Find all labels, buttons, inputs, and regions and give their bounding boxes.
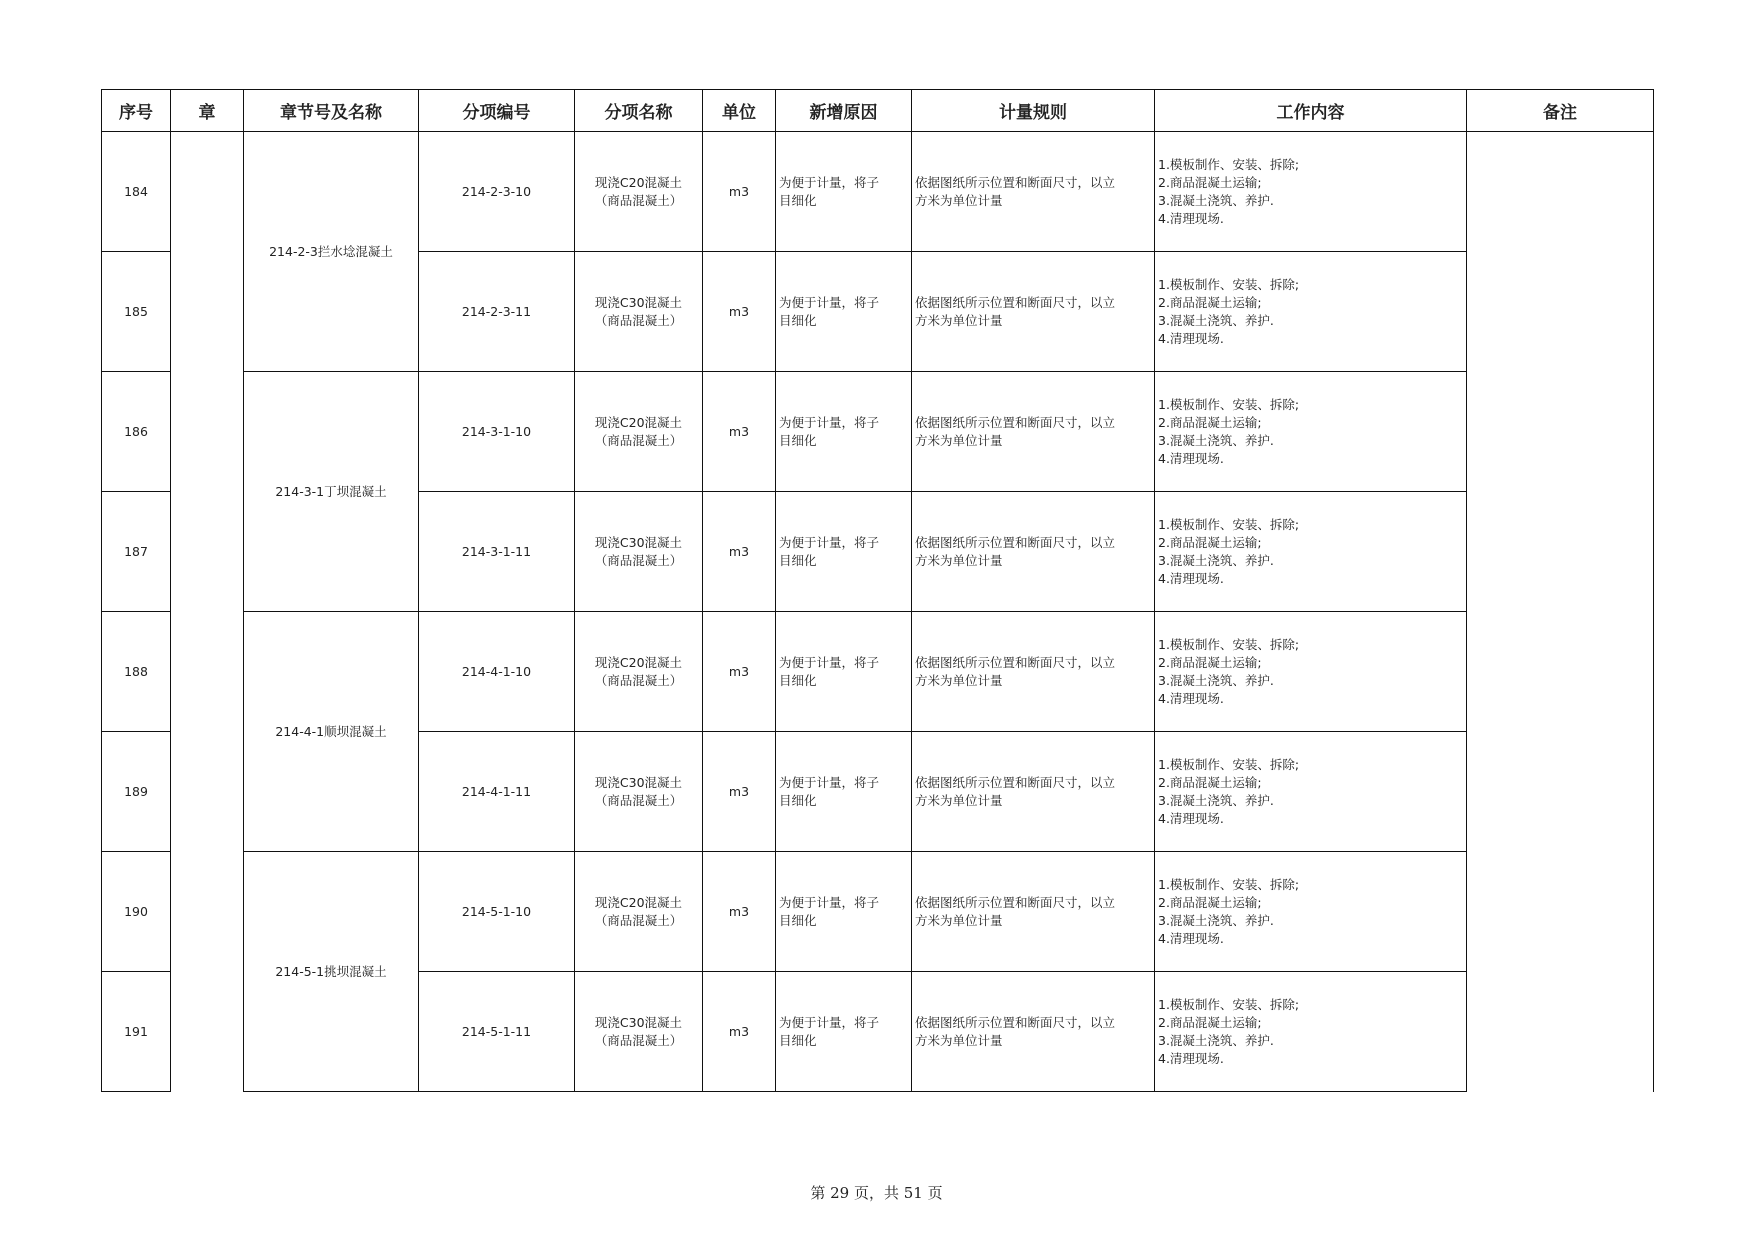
page-footer: 第 29 页，共 51 页 (810, 1184, 943, 1202)
cell-reason: 为便于计量，将子 目细化 (776, 972, 912, 1092)
cell-work: 1.模板制作、安装、拆除; 2.商品混凝土运输; 3.混凝土浇筑、养护. 4.清理现场. (1155, 612, 1467, 732)
cell-no: 189 (102, 732, 171, 852)
header-item-name: 分项名称 (575, 90, 703, 132)
table-row (102, 372, 1654, 492)
header-rule: 计量规则 (912, 90, 1155, 132)
table-header-row (102, 90, 1654, 132)
cell-no: 187 (102, 492, 171, 612)
header-no: 序号 (102, 90, 171, 132)
cell-unit: m3 (703, 132, 776, 252)
header-code: 分项编号 (419, 90, 575, 132)
cell-item-name: 现浇C30混凝土 （商品混凝土） (575, 732, 703, 852)
header-work: 工作内容 (1155, 90, 1467, 132)
header-unit: 单位 (703, 90, 776, 132)
header-section: 章节号及名称 (244, 90, 419, 132)
cell-work: 1.模板制作、安装、拆除; 2.商品混凝土运输; 3.混凝土浇筑、养护. 4.清理现场. (1155, 372, 1467, 492)
cell-section: 214-3-1丁坝混凝土 (244, 372, 419, 612)
cell-reason: 为便于计量，将子 目细化 (776, 492, 912, 612)
cell-unit: m3 (703, 972, 776, 1092)
cell-unit: m3 (703, 372, 776, 492)
header-remark: 备注 (1467, 90, 1654, 132)
measurement-table-sheet (101, 89, 1654, 1092)
cell-rule: 依据图纸所示位置和断面尺寸，以立 方米为单位计量 (912, 972, 1155, 1092)
cell-reason: 为便于计量，将子 目细化 (776, 732, 912, 852)
cell-code: 214-2-3-11 (419, 252, 575, 372)
header-reason: 新增原因 (776, 90, 912, 132)
cell-rule: 依据图纸所示位置和断面尺寸，以立 方米为单位计量 (912, 132, 1155, 252)
cell-reason: 为便于计量，将子 目细化 (776, 612, 912, 732)
cell-no: 191 (102, 972, 171, 1092)
cell-code: 214-5-1-11 (419, 972, 575, 1092)
cell-section: 214-4-1顺坝混凝土 (244, 612, 419, 852)
cell-section: 214-2-3拦水埝混凝土 (244, 132, 419, 372)
cell-unit: m3 (703, 492, 776, 612)
cell-code: 214-3-1-11 (419, 492, 575, 612)
cell-unit: m3 (703, 732, 776, 852)
cell-work: 1.模板制作、安装、拆除; 2.商品混凝土运输; 3.混凝土浇筑、养护. 4.清理现场. (1155, 252, 1467, 372)
cell-code: 214-4-1-10 (419, 612, 575, 732)
cell-item-name: 现浇C20混凝土 （商品混凝土） (575, 612, 703, 732)
cell-unit: m3 (703, 612, 776, 732)
cell-item-name: 现浇C30混凝土 （商品混凝土） (575, 972, 703, 1092)
cell-rule: 依据图纸所示位置和断面尺寸，以立 方米为单位计量 (912, 492, 1155, 612)
table-row (102, 852, 1654, 972)
cell-no: 190 (102, 852, 171, 972)
cell-section: 214-5-1挑坝混凝土 (244, 852, 419, 1092)
cell-rule: 依据图纸所示位置和断面尺寸，以立 方米为单位计量 (912, 732, 1155, 852)
cell-work: 1.模板制作、安装、拆除; 2.商品混凝土运输; 3.混凝土浇筑、养护. 4.清理现场. (1155, 132, 1467, 252)
cell-reason: 为便于计量，将子 目细化 (776, 372, 912, 492)
cell-rule: 依据图纸所示位置和断面尺寸，以立 方米为单位计量 (912, 852, 1155, 972)
cell-rule: 依据图纸所示位置和断面尺寸，以立 方米为单位计量 (912, 252, 1155, 372)
cell-no: 188 (102, 612, 171, 732)
table-row (102, 132, 1654, 252)
cell-code: 214-5-1-10 (419, 852, 575, 972)
header-chapter: 章 (171, 90, 244, 132)
cell-item-name: 现浇C20混凝土 （商品混凝土） (575, 372, 703, 492)
table-row (102, 612, 1654, 732)
cell-work: 1.模板制作、安装、拆除; 2.商品混凝土运输; 3.混凝土浇筑、养护. 4.清理现场. (1155, 972, 1467, 1092)
cell-item-name: 现浇C20混凝土 （商品混凝土） (575, 852, 703, 972)
cell-unit: m3 (703, 852, 776, 972)
cell-rule: 依据图纸所示位置和断面尺寸，以立 方米为单位计量 (912, 372, 1155, 492)
cell-code: 214-4-1-11 (419, 732, 575, 852)
cell-no: 186 (102, 372, 171, 492)
cell-rule: 依据图纸所示位置和断面尺寸，以立 方米为单位计量 (912, 612, 1155, 732)
cell-item-name: 现浇C30混凝土 （商品混凝土） (575, 492, 703, 612)
cell-remark (1467, 132, 1654, 1092)
measurement-table (101, 89, 1654, 1092)
cell-unit: m3 (703, 252, 776, 372)
cell-work: 1.模板制作、安装、拆除; 2.商品混凝土运输; 3.混凝土浇筑、养护. 4.清理现场. (1155, 492, 1467, 612)
cell-reason: 为便于计量，将子 目细化 (776, 852, 912, 972)
cell-work: 1.模板制作、安装、拆除; 2.商品混凝土运输; 3.混凝土浇筑、养护. 4.清理现场. (1155, 852, 1467, 972)
cell-work: 1.模板制作、安装、拆除; 2.商品混凝土运输; 3.混凝土浇筑、养护. 4.清理现场. (1155, 732, 1467, 852)
cell-item-name: 现浇C20混凝土 （商品混凝土） (575, 132, 703, 252)
cell-no: 184 (102, 132, 171, 252)
cell-code: 214-3-1-10 (419, 372, 575, 492)
cell-item-name: 现浇C30混凝土 （商品混凝土） (575, 252, 703, 372)
cell-reason: 为便于计量，将子 目细化 (776, 132, 912, 252)
cell-chapter (171, 132, 244, 1092)
cell-code: 214-2-3-10 (419, 132, 575, 252)
cell-reason: 为便于计量，将子 目细化 (776, 252, 912, 372)
cell-no: 185 (102, 252, 171, 372)
